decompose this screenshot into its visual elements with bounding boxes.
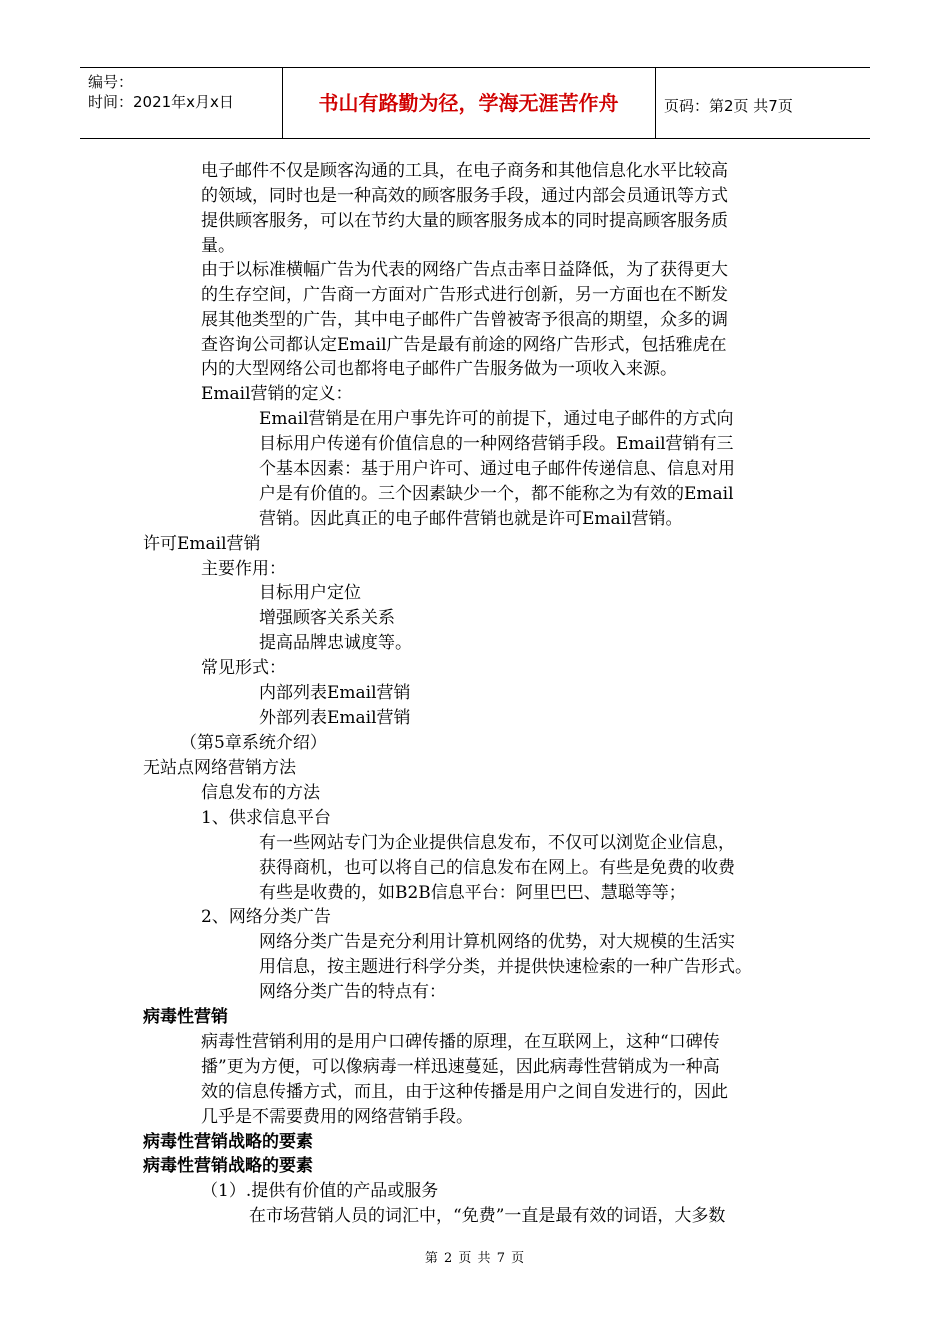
text-line: 常见形式： bbox=[201, 658, 286, 678]
text-line: （1）.提供有价值的产品或服务 bbox=[201, 1181, 439, 1201]
text-line: 几乎是不需要费用的网络营销手段。 bbox=[201, 1107, 473, 1127]
text-line: Email营销的定义： bbox=[201, 384, 353, 404]
section-heading: 病毒性营销战略的要素 bbox=[143, 1132, 313, 1152]
text-line: 播”更为方便，可以像病毒一样迅速蔓延，因此病毒性营销成为一种高 bbox=[201, 1057, 720, 1077]
text-line: 提高品牌忠诚度等。 bbox=[259, 633, 412, 653]
text-line: 电子邮件不仅是顾客沟通的工具，在电子商务和其他信息化水平比较高 bbox=[201, 161, 728, 181]
text-line: 由于以标准横幅广告为代表的网络广告点击率日益降低，为了获得更大 bbox=[201, 260, 728, 280]
text-line: 1、供求信息平台 bbox=[201, 808, 331, 828]
text-line: 内的大型网络公司也都将电子邮件广告服务做为一项收入来源。 bbox=[201, 359, 677, 379]
text-line: （第5章系统介绍） bbox=[180, 733, 327, 753]
text-line: 用信息，按主题进行科学分类，并提供快速检索的一种广告形式。 bbox=[259, 957, 752, 977]
text-line: 主要作用： bbox=[201, 559, 286, 579]
text-line: 有一些网站专门为企业提供信息发布，不仅可以浏览企业信息， bbox=[259, 833, 735, 853]
text-line: 2、网络分类广告 bbox=[201, 907, 331, 927]
text-line: 效的信息传播方式，而且，由于这种传播是用户之间自发进行的，因此 bbox=[201, 1082, 728, 1102]
section-heading: 病毒性营销 bbox=[143, 1007, 228, 1027]
text-line: 获得商机，也可以将自己的信息发布在网上。有些是免费的收费 bbox=[259, 858, 735, 878]
text-line: 提供顾客服务，可以在节约大量的顾客服务成本的同时提高顾客服务质 bbox=[201, 211, 728, 231]
header-motto: 书山有路勤为径，学海无涯苦作舟 bbox=[318, 91, 619, 115]
text-line: 有些是收费的，如B2B信息平台：阿里巴巴、慧聪等等； bbox=[259, 883, 686, 903]
text-line: 个基本因素：基于用户许可、通过电子邮件传递信息、信息对用 bbox=[259, 459, 735, 479]
doc-time-label: 时间：2021年x月x日 bbox=[88, 93, 234, 111]
text-line: Email营销是在用户事先许可的前提下，通过电子邮件的方式向 bbox=[259, 409, 734, 429]
text-line: 网络分类广告的特点有： bbox=[259, 982, 446, 1002]
doc-code-label: 编号： bbox=[88, 73, 134, 91]
text-line: 信息发布的方法 bbox=[201, 783, 320, 803]
section-heading: 许可Email营销 bbox=[143, 534, 261, 554]
text-line: 营销。因此真正的电子邮件营销也就是许可Email营销。 bbox=[259, 509, 683, 529]
text-line: 增强顾客关系关系 bbox=[259, 608, 395, 628]
text-line: 目标用户定位 bbox=[259, 583, 361, 603]
text-line: 目标用户传递有价值信息的一种网络营销手段。Email营销有三 bbox=[259, 434, 734, 454]
text-line: 的领域，同时也是一种高效的顾客服务手段，通过内部会员通讯等方式 bbox=[201, 186, 728, 206]
header-divider bbox=[655, 68, 656, 138]
text-line: 内部列表Email营销 bbox=[259, 683, 411, 703]
page-footer: 第 2 页 共 7 页 bbox=[424, 1251, 526, 1266]
text-line: 量。 bbox=[201, 236, 235, 256]
text-line: 户是有价值的。三个因素缺少一个，都不能称之为有效的Email bbox=[259, 484, 734, 504]
text-line: 病毒性营销利用的是用户口碑传播的原理，在互联网上，这种“口碑传 bbox=[201, 1032, 720, 1052]
text-line: 网络分类广告是充分利用计算机网络的优势，对大规模的生活实 bbox=[259, 932, 735, 952]
page-header bbox=[80, 67, 870, 139]
section-heading: 无站点网络营销方法 bbox=[143, 758, 296, 778]
section-heading: 病毒性营销战略的要素 bbox=[143, 1156, 313, 1176]
text-line: 展其他类型的广告，其中电子邮件广告曾被寄予很高的期望，众多的调 bbox=[201, 310, 728, 330]
text-line: 查咨询公司都认定Email广告是最有前途的网络广告形式，包括雅虎在 bbox=[201, 335, 727, 355]
text-line: 的生存空间，广告商一方面对广告形式进行创新，另一方面也在不断发 bbox=[201, 285, 728, 305]
header-page-info: 页码：第2页 共7页 bbox=[664, 97, 793, 115]
text-line: 外部列表Email营销 bbox=[259, 708, 411, 728]
text-line: 在市场营销人员的词汇中，“免费”一直是最有效的词语，大多数 bbox=[249, 1206, 726, 1226]
